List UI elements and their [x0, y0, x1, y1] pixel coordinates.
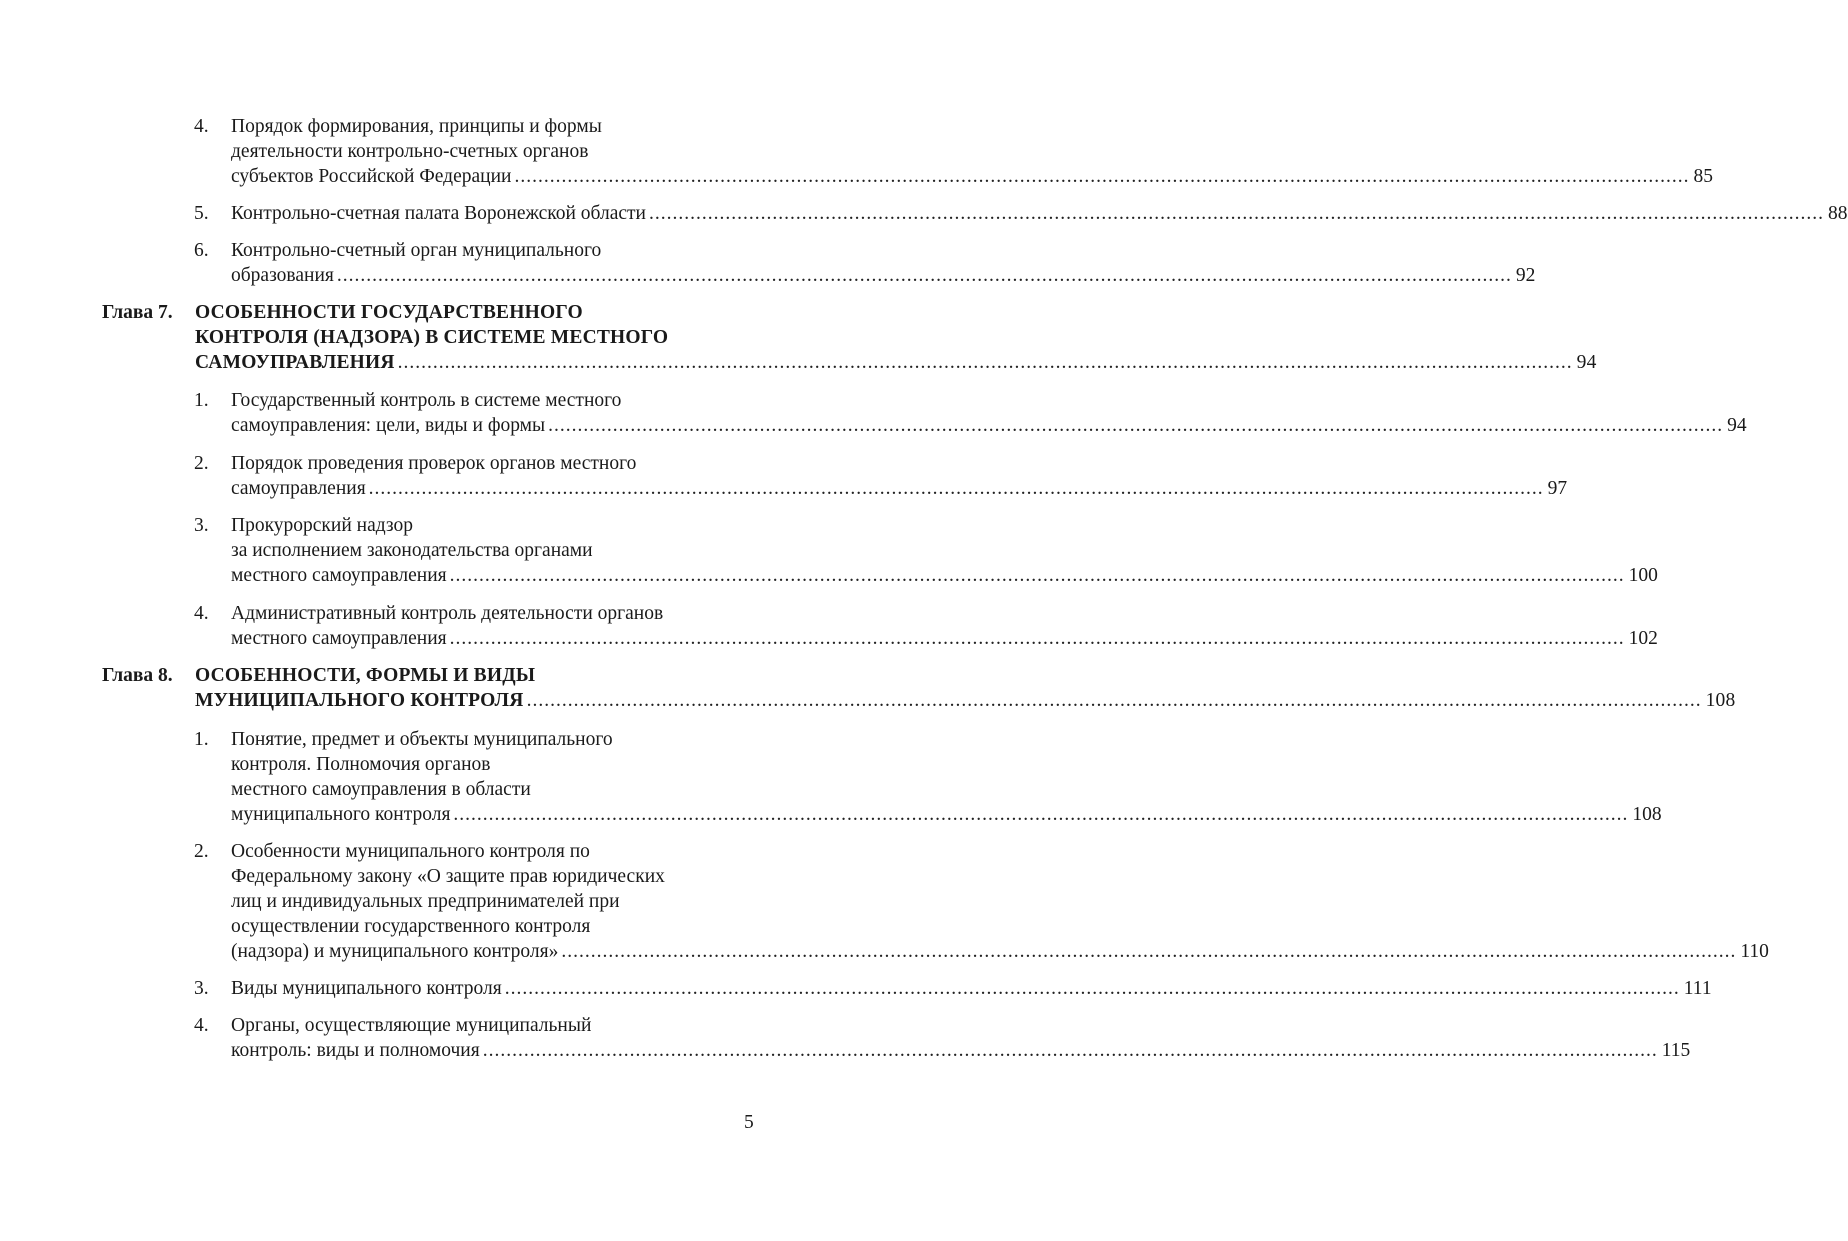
- page-number: 108: [1705, 690, 1736, 711]
- dot-leader: ........................................................................................................................................................................................................: [649, 203, 1824, 224]
- item-title-line: местного самоуправления в области: [231, 779, 531, 800]
- item-number: 1.: [194, 390, 209, 411]
- dot-leader: ........................................................................................................................................................................................................: [482, 1040, 1658, 1061]
- item-leader-line: [231, 1038, 1691, 1063]
- dot-leader: ........................................................................................................................................................................................................: [514, 166, 1690, 187]
- chapter-title-line: ОСОБЕННОСТИ ГОСУДАРСТВЕННОГО: [195, 302, 583, 323]
- item-leader-line: [231, 976, 1712, 1001]
- item-title-line: Понятие, предмет и объекты муниципального: [231, 729, 613, 750]
- item-title-line: Особенности муниципального контроля по: [231, 841, 590, 862]
- item-leader-line: [231, 626, 1658, 651]
- page-number: 115: [1661, 1040, 1691, 1061]
- item-number: 1.: [194, 729, 209, 750]
- dot-leader: ........................................................................................................................................................................................................: [561, 941, 1737, 962]
- chapter-label: Глава 8.: [102, 665, 173, 686]
- item-title-line: Федеральному закону «О защите прав юридических: [231, 866, 665, 887]
- item-leader-line: [231, 263, 1536, 288]
- item-title-last: самоуправления: цели, виды и формы: [231, 415, 546, 436]
- item-title-line: Органы, осуществляющие муниципальный: [231, 1015, 592, 1036]
- item-title-line: деятельности контрольно-счетных органов: [231, 141, 589, 162]
- page-number: 108: [1632, 804, 1662, 825]
- item-title-last: местного самоуправления: [231, 628, 447, 649]
- page-number: 102: [1628, 628, 1658, 649]
- chapter-label: Глава 7.: [102, 302, 173, 323]
- item-leader-line: [231, 939, 1769, 964]
- item-number: 2.: [194, 841, 209, 862]
- dot-leader: ........................................................................................................................................................................................................: [336, 265, 1512, 286]
- item-number: 4.: [194, 1015, 209, 1036]
- dot-leader: ........................................................................................................................................................................................................: [526, 690, 1702, 711]
- item-title-line: Государственный контроль в системе местного: [231, 390, 622, 411]
- page-number: 100: [1628, 565, 1658, 586]
- page-number: 97: [1547, 478, 1568, 499]
- item-title-last: местного самоуправления: [231, 565, 447, 586]
- dot-leader: ........................................................................................................................................................................................................: [453, 804, 1629, 825]
- item-title-last: образования: [231, 265, 334, 286]
- item-leader-line: [231, 201, 1848, 226]
- dot-leader: ........................................................................................................................................................................................................: [449, 628, 1625, 649]
- item-leader-line: [231, 563, 1658, 588]
- chapter-title-last: МУНИЦИПАЛЬНОГО КОНТРОЛЯ: [195, 690, 524, 711]
- page-folio: 5: [744, 1112, 754, 1133]
- item-title-line: Прокурорский надзор: [231, 515, 413, 536]
- item-title-last: Виды муниципального контроля: [231, 978, 502, 999]
- item-title-line: контроля. Полномочия органов: [231, 754, 491, 775]
- page-number: 94: [1727, 415, 1747, 436]
- chapter-leader-line: [195, 688, 1736, 713]
- item-title-last: (надзора) и муниципального контроля»: [231, 941, 559, 962]
- item-title-line: Контрольно-счетный орган муниципального: [231, 240, 602, 261]
- item-title-line: Порядок формирования, принципы и формы: [231, 116, 602, 137]
- item-title-last: самоуправления: [231, 478, 366, 499]
- dot-leader: ........................................................................................................................................................................................................: [368, 478, 1544, 499]
- dot-leader: ........................................................................................................................................................................................................: [397, 352, 1573, 373]
- page-number: 110: [1740, 941, 1769, 962]
- page-number: 85: [1693, 166, 1713, 187]
- item-title-last: субъектов Российской Федерации: [231, 166, 512, 187]
- item-number: 4.: [194, 116, 209, 137]
- item-title-last: контроль: виды и полномочия: [231, 1040, 480, 1061]
- item-number: 3.: [194, 515, 209, 536]
- item-leader-line: [231, 802, 1662, 827]
- item-number: 6.: [194, 240, 209, 261]
- item-number: 2.: [194, 453, 209, 474]
- item-number: 4.: [194, 603, 209, 624]
- page-number: 88: [1828, 203, 1848, 224]
- item-title-line: Порядок проведения проверок органов местного: [231, 453, 637, 474]
- item-title-last: муниципального контроля: [231, 804, 451, 825]
- item-title-line: за исполнением законодательства органами: [231, 540, 593, 561]
- dot-leader: ........................................................................................................................................................................................................: [548, 415, 1724, 436]
- item-leader-line: [231, 413, 1747, 438]
- page-number: 111: [1683, 978, 1712, 999]
- page-number: 92: [1515, 265, 1536, 286]
- chapter-title-line: КОНТРОЛЯ (НАДЗОРА) В СИСТЕМЕ МЕСТНОГО: [195, 327, 669, 348]
- item-title-line: Административный контроль деятельности органов: [231, 603, 664, 624]
- item-title-line: осуществлении государственного контроля: [231, 916, 591, 937]
- page-number: 94: [1576, 352, 1597, 373]
- chapter-title-line: ОСОБЕННОСТИ, ФОРМЫ И ВИДЫ: [195, 665, 536, 686]
- item-title-last: Контрольно-счетная палата Воронежской области: [231, 203, 646, 224]
- dot-leader: ........................................................................................................................................................................................................: [504, 978, 1680, 999]
- item-title-line: лиц и индивидуальных предпринимателей при: [231, 891, 620, 912]
- item-number: 5.: [194, 203, 209, 224]
- item-leader-line: [231, 476, 1568, 501]
- dot-leader: ........................................................................................................................................................................................................: [449, 565, 1625, 586]
- chapter-leader-line: [195, 350, 1597, 375]
- chapter-title-last: САМОУПРАВЛЕНИЯ: [195, 352, 395, 373]
- item-leader-line: [231, 164, 1713, 189]
- item-number: 3.: [194, 978, 209, 999]
